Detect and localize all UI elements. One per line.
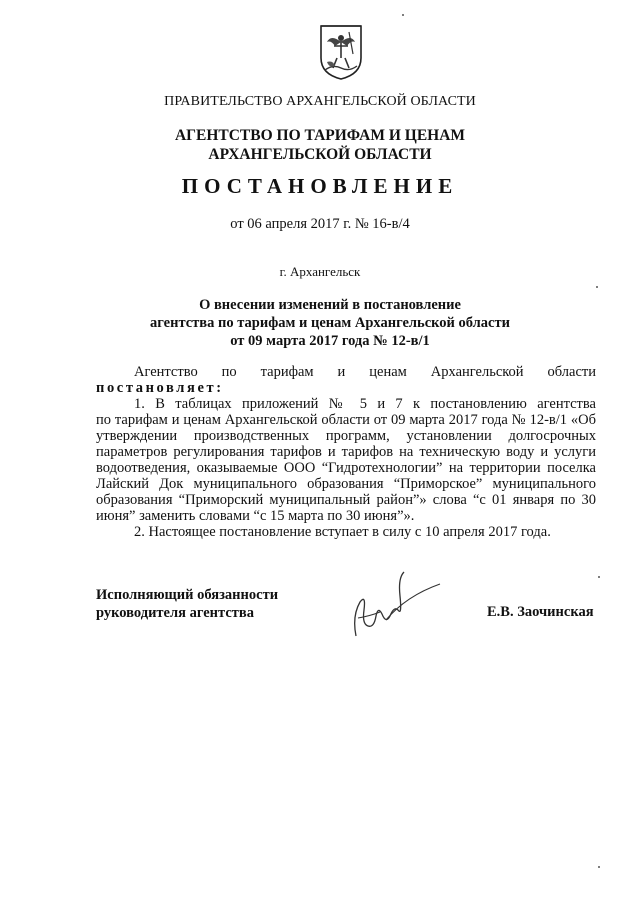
scan-speck xyxy=(402,14,404,16)
subject-line3: от 09 марта 2017 года № 12-в/1 xyxy=(230,333,430,349)
item-2-text: 2. Настоящее постановление вступает в силу с 10 апреля 2017 года. xyxy=(134,524,551,540)
subject-line1: О внесении изменений в постановление xyxy=(199,297,461,313)
document-date-number: от 06 апреля 2017 г. № 16-в/4 xyxy=(230,216,410,232)
document-city: г. Архангельск xyxy=(279,264,361,279)
item-1-first-line: 1. В таблицах приложений № 5 и 7 к постановлению агентства xyxy=(134,396,596,412)
document-type-title: ПОСТАНОВЛЕНИЕ xyxy=(181,174,459,198)
government-name: ПРАВИТЕЛЬСТВО АРХАНГЕЛЬСКОЙ ОБЛАСТИ xyxy=(164,94,476,109)
coat-of-arms-emblem xyxy=(319,24,363,80)
agency-name xyxy=(0,126,640,164)
subject-line2: агентства по тарифам и ценам Архангельской области xyxy=(150,315,510,331)
agency-name-line2: АРХАНГЕЛЬСКОЙ ОБЛАСТИ xyxy=(208,146,432,163)
body-resolves: постановляет: xyxy=(96,380,224,396)
signer-position xyxy=(96,586,278,622)
handwritten-signature xyxy=(346,566,442,644)
signer-position-line2: руководителя агентства xyxy=(96,605,254,621)
document-body xyxy=(96,364,596,540)
signer-name: Е.В. Заочинская xyxy=(487,604,594,620)
scan-speck xyxy=(598,576,600,578)
body-intro: Агентство по тарифам и ценам Архангельской области xyxy=(134,364,596,380)
scan-speck xyxy=(598,866,600,868)
agency-name-line1: АГЕНТСТВО ПО ТАРИФАМ И ЦЕНАМ xyxy=(174,127,466,144)
document-subject xyxy=(10,296,640,350)
item-1-text: по тарифам и ценам Архангельской области от 09 марта 2017 года № 12-в/1 «Об утверждении производственных программ, установлении долгосрочных параметров регулирования тарифов и тарифов на техническую воду и услуги водоотведения, оказываемые ООО “Гидротехнологии” на территории поселка Лайский Док муниципального образования “Приморское” муниципального образования “Приморский муниципальный район”» слова “с 01 января по 30 июня” заменить словами “с 15 марта по 30 июня”». xyxy=(96,412,596,524)
scan-speck xyxy=(596,286,598,288)
signer-position-line1: Исполняющий обязанности xyxy=(96,587,279,603)
